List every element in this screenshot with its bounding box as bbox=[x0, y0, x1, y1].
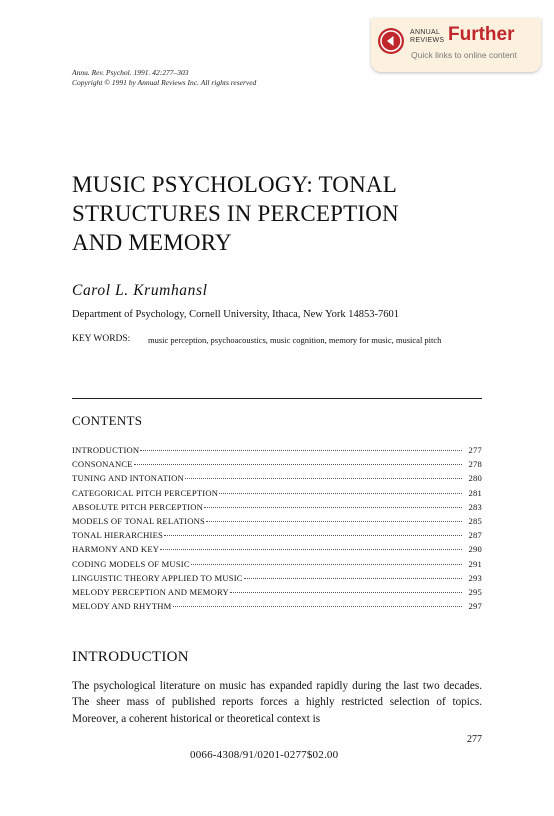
toc-entry-title: MELODY AND RHYTHM bbox=[72, 601, 172, 612]
toc-leader bbox=[160, 549, 462, 550]
toc-entry[interactable] bbox=[72, 573, 482, 587]
toc-entry-title: LINGUISTIC THEORY APPLIED TO MUSIC bbox=[72, 572, 243, 583]
toc-entry-title: MELODY PERCEPTION AND MEMORY bbox=[72, 586, 229, 597]
toc-entry[interactable] bbox=[72, 601, 482, 615]
toc-entry[interactable] bbox=[72, 502, 482, 516]
toc-entry-title: INTRODUCTION bbox=[72, 445, 140, 455]
toc-entry-title: ABSOLUTE PITCH PERCEPTION bbox=[72, 501, 204, 512]
toc-leader bbox=[134, 464, 462, 465]
section-divider bbox=[72, 398, 482, 399]
article-title bbox=[72, 170, 492, 257]
journal-citation: Annu. Rev. Psychol. 1991. 42:277–303 bbox=[72, 68, 189, 77]
toc-leader bbox=[219, 493, 462, 494]
further-badge[interactable] bbox=[371, 18, 541, 72]
toc-entry-title: CONSONANCE bbox=[72, 459, 133, 470]
toc-entry-page: 290 bbox=[468, 544, 482, 555]
toc-entry-page: 280 bbox=[468, 473, 482, 484]
badge-tagline: Quick links to online content bbox=[411, 50, 517, 60]
article-code: 0066-4308/91/0201-0277$02.00 bbox=[190, 749, 339, 761]
toc-entry-title: TONAL HIERARCHIES bbox=[72, 530, 164, 541]
toc-leader bbox=[230, 592, 462, 593]
toc-leader bbox=[204, 507, 462, 508]
toc-entry-page: 281 bbox=[468, 487, 482, 498]
toc-leader bbox=[140, 450, 462, 451]
title-line: MUSIC PSYCHOLOGY: TONAL bbox=[72, 172, 397, 197]
author-affiliation: Department of Psychology, Cornell University, Ithaca, New York 14853-7601 bbox=[72, 309, 400, 320]
journal-reference bbox=[72, 68, 256, 88]
toc-entry-page: 291 bbox=[468, 558, 482, 569]
publisher-line-1: ANNUAL bbox=[410, 29, 441, 36]
toc-entry[interactable] bbox=[72, 530, 482, 544]
introduction-heading: INTRODUCTION bbox=[72, 649, 189, 665]
toc-leader bbox=[206, 521, 462, 522]
table-of-contents bbox=[72, 445, 482, 615]
toc-leader bbox=[173, 606, 462, 607]
publisher-logo-text bbox=[410, 29, 444, 45]
toc-entry-title: CATEGORICAL PITCH PERCEPTION bbox=[72, 487, 219, 498]
introduction-paragraph: The psychological literature on music has expanded rapidly during the last two decades. The sheer mass of published reports forces a highly restricted selection of topics. Moreover, a coherent historical or theoretical context is bbox=[72, 680, 482, 725]
toc-entry-page: 285 bbox=[468, 515, 482, 526]
toc-leader bbox=[191, 564, 462, 565]
toc-entry[interactable] bbox=[72, 587, 482, 601]
contents-heading: CONTENTS bbox=[72, 413, 143, 428]
author-name: Carol L. Krumhansl bbox=[72, 282, 208, 299]
toc-entry-page: 295 bbox=[468, 586, 482, 597]
toc-entry-page: 297 bbox=[468, 601, 482, 612]
toc-entry-page: 287 bbox=[468, 530, 482, 541]
toc-entry-title: HARMONY AND KEY bbox=[72, 544, 160, 555]
publisher-line-2: REVIEWS bbox=[410, 37, 445, 44]
toc-entry[interactable] bbox=[72, 516, 482, 530]
toc-entry-page: 283 bbox=[468, 501, 482, 512]
title-line: STRUCTURES IN PERCEPTION bbox=[72, 201, 399, 226]
toc-entry-title: CODING MODELS OF MUSIC bbox=[72, 558, 190, 569]
keywords-list: music perception, psychoacoustics, music cognition, memory for music, musical pitch bbox=[148, 335, 442, 345]
title-line: AND MEMORY bbox=[72, 230, 232, 255]
toc-entry[interactable] bbox=[72, 488, 482, 502]
keywords-label: KEY WORDS: bbox=[72, 334, 131, 344]
toc-leader bbox=[164, 535, 462, 536]
toc-entry-title: TUNING AND INTONATION bbox=[72, 473, 184, 484]
toc-entry[interactable] bbox=[72, 559, 482, 573]
page-number: 277 bbox=[467, 734, 482, 745]
toc-entry-page: 278 bbox=[468, 459, 482, 470]
toc-entry-page: 277 bbox=[468, 445, 482, 455]
play-arrow-icon bbox=[378, 28, 404, 54]
toc-entry[interactable] bbox=[72, 473, 482, 487]
further-brand: Further bbox=[448, 24, 515, 45]
toc-leader bbox=[185, 478, 462, 479]
toc-entry-title: MODELS OF TONAL RELATIONS bbox=[72, 515, 206, 526]
toc-entry[interactable] bbox=[72, 445, 482, 459]
toc-leader bbox=[244, 578, 462, 579]
toc-entry[interactable] bbox=[72, 459, 482, 473]
toc-entry[interactable] bbox=[72, 544, 482, 558]
toc-entry-page: 293 bbox=[468, 572, 482, 583]
copyright-line: Copyright © 1991 by Annual Reviews Inc. All rights reserved bbox=[72, 78, 257, 87]
